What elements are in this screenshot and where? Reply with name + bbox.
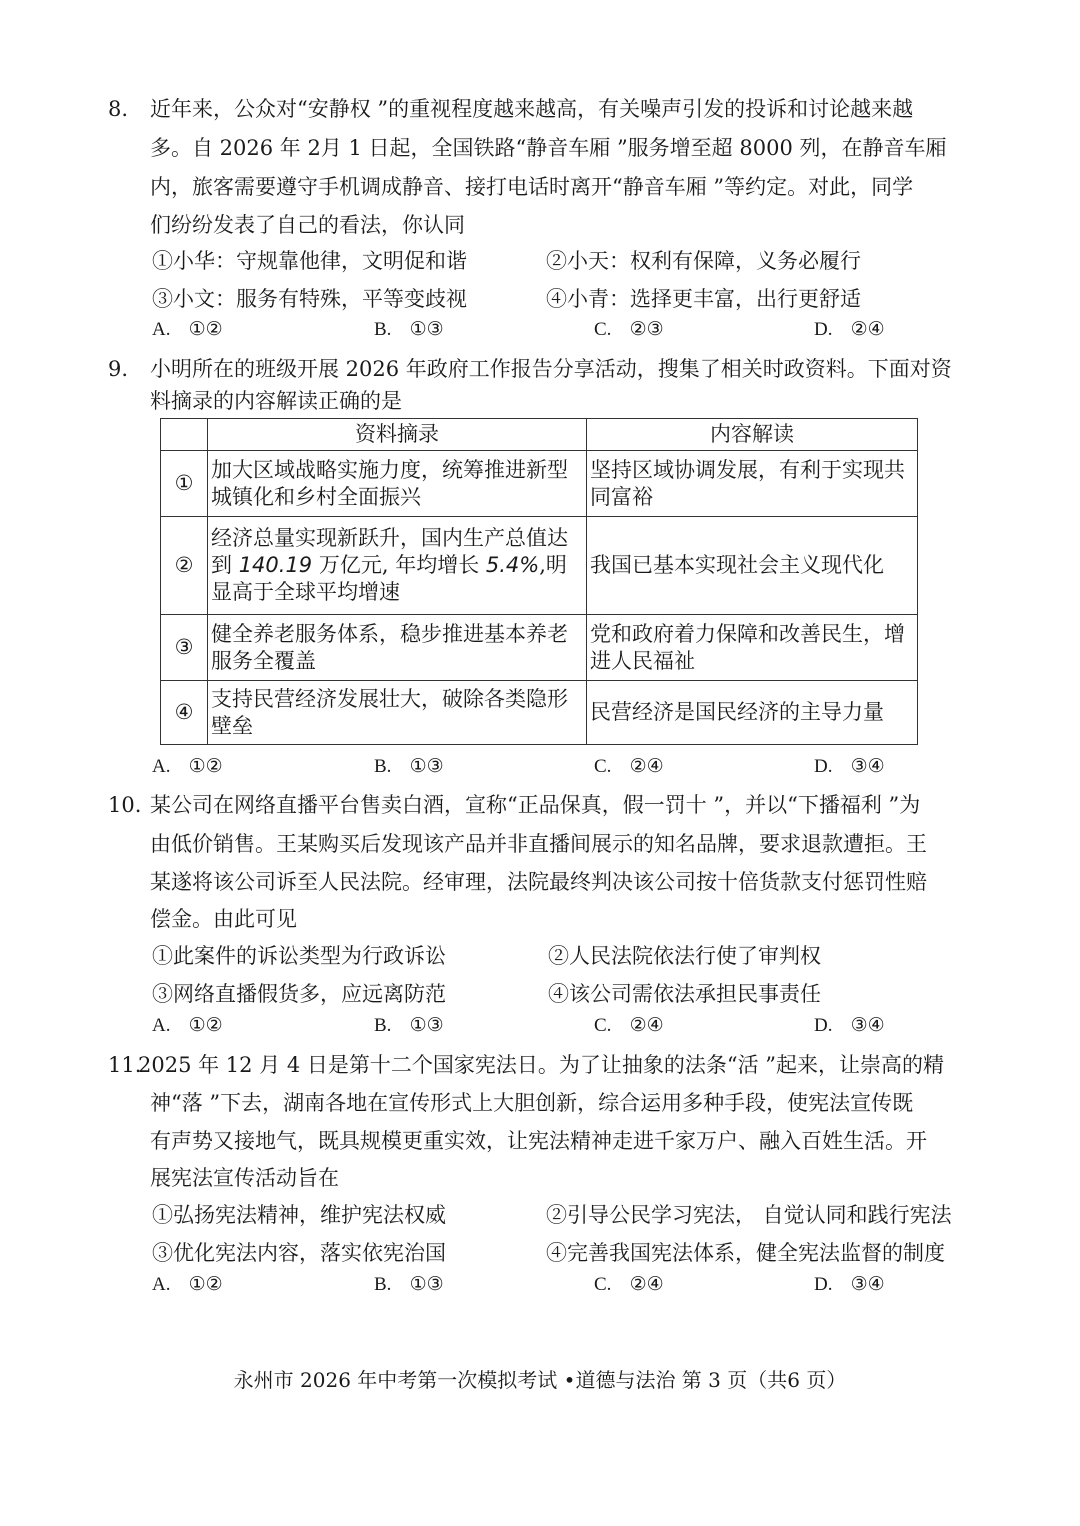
row-number: ① bbox=[161, 451, 208, 517]
answer-choice-b[interactable]: B. ①③ bbox=[374, 1014, 444, 1036]
table-header-cell: 资料摘录 bbox=[208, 419, 587, 451]
table-header-cell bbox=[161, 419, 208, 451]
statement-option: ②小天：权利有保障，义务必履行 bbox=[546, 249, 861, 273]
question-number: 11. bbox=[108, 1053, 142, 1077]
question-number: 10. bbox=[108, 793, 142, 817]
statement-option: ③优化宪法内容，落实依宪治国 bbox=[152, 1241, 446, 1265]
question-text-line: 小明所在的班级开展 2026 年政府工作报告分享活动，搜集了相关时政资料。下面对资 bbox=[150, 357, 952, 381]
statement-option: ②人民法院依法行使了审判权 bbox=[548, 944, 821, 968]
answer-choice-b[interactable]: B. ①③ bbox=[374, 755, 444, 777]
table-row bbox=[161, 517, 918, 615]
question-text-line: 神“落 ”下去，湖南各地在宣传形式上大胆创新，综合运用多种手段，使宪法宣传既 bbox=[150, 1091, 914, 1115]
answer-choice-c[interactable]: C. ②④ bbox=[594, 1014, 664, 1036]
answer-choice-c[interactable]: C. ②④ bbox=[594, 1273, 664, 1295]
answer-choice-c[interactable]: C. ②③ bbox=[594, 318, 664, 340]
statement-option: ①弘扬宪法精神，维护宪法权威 bbox=[152, 1203, 446, 1227]
statement-option: ④小青：选择更丰富，出行更舒适 bbox=[546, 287, 861, 311]
answer-choice-a[interactable]: A. ①② bbox=[152, 1273, 223, 1295]
question-text-line: 某遂将该公司诉至人民法院。经审理，法院最终判决该公司按十倍货款支付惩罚性赔 bbox=[150, 870, 927, 894]
reading-cell: 我国已基本实现社会主义现代化 bbox=[587, 517, 918, 615]
table-header-cell: 内容解读 bbox=[587, 419, 918, 451]
answer-choice-a[interactable]: A. ①② bbox=[152, 1014, 223, 1036]
question-number: 9. bbox=[108, 357, 129, 381]
reading-cell: 坚持区域协调发展，有利于实现共同富裕 bbox=[587, 451, 918, 517]
question-text-line: 2025 年 12 月 4 日是第十二个国家宪法日。为了让抽象的法条“活 ”起来，让崇高的精 bbox=[138, 1053, 945, 1077]
question-text-line: 有声势又接地气，既具规模更重实效，让宪法精神走进千家万户、融入百姓生活。开 bbox=[150, 1129, 927, 1153]
answer-choice-a[interactable]: A. ①② bbox=[152, 755, 223, 777]
question-text-line: 们纷纷发表了自己的看法，你认同 bbox=[150, 213, 465, 237]
reading-cell: 党和政府着力保障和改善民生，增进人民福祉 bbox=[587, 615, 918, 681]
question-text-line: 内，旅客需要遵守手机调成静音、接打电话时离开“静音车厢 ”等约定。对此，同学 bbox=[150, 175, 914, 199]
question-text-line: 近年来，公众对“安静权 ”的重视程度越来越高，有关噪声引发的投诉和讨论越来越 bbox=[150, 97, 914, 121]
question-text-line: 某公司在网络直播平台售卖白酒，宣称“正品保真，假一罚十 ”，并以“下播福利 ”为 bbox=[150, 793, 921, 817]
row-number: ② bbox=[161, 517, 208, 615]
page-footer: 永州市 2026 年中考第一次模拟考试 •道德与法治 第 3 页（共6 页） bbox=[233, 1368, 847, 1392]
answer-choice-d[interactable]: D. ③④ bbox=[814, 1273, 885, 1295]
row-number: ④ bbox=[161, 681, 208, 745]
statement-option: ④完善我国宪法体系，健全宪法监督的制度 bbox=[546, 1241, 945, 1265]
answer-choice-b[interactable]: B. ①③ bbox=[374, 1273, 444, 1295]
row-number: ③ bbox=[161, 615, 208, 681]
answer-choice-d[interactable]: D. ②④ bbox=[814, 318, 885, 340]
statement-option: ②引导公民学习宪法， 自觉认同和践行宪法 bbox=[546, 1203, 952, 1227]
answer-choice-b[interactable]: B. ①③ bbox=[374, 318, 444, 340]
excerpt-cell: 加大区域战略实施力度，统筹推进新型城镇化和乡村全面振兴 bbox=[208, 451, 587, 517]
question-text-line: 多。自 2026 年 2月 1 日起，全国铁路“静音车厢 ”服务增至超 8000 列，在静音车厢 bbox=[150, 136, 947, 160]
statement-option: ①小华：守规靠他律，文明促和谐 bbox=[152, 249, 467, 273]
question-text-line: 料摘录的内容解读正确的是 bbox=[150, 389, 402, 413]
statement-option: ③网络直播假货多，应远离防范 bbox=[152, 982, 446, 1006]
question-text-line: 偿金。由此可见 bbox=[150, 907, 297, 931]
reading-cell: 民营经济是国民经济的主导力量 bbox=[587, 681, 918, 745]
question-text-line: 由低价销售。王某购买后发现该产品并非直播间展示的知名品牌，要求退款遭拒。王 bbox=[150, 832, 927, 856]
material-table bbox=[160, 418, 918, 745]
table-row bbox=[161, 451, 918, 517]
table-header-row bbox=[161, 419, 918, 451]
answer-choice-d[interactable]: D. ③④ bbox=[814, 755, 885, 777]
excerpt-cell: 健全养老服务体系，稳步推进基本养老服务全覆盖 bbox=[208, 615, 587, 681]
table-row bbox=[161, 681, 918, 745]
answer-choice-c[interactable]: C. ②④ bbox=[594, 755, 664, 777]
excerpt-cell: 经济总量实现新跃升，国内生产总值达到 140.19 万亿元, 年均增长 5.4%,明显高于全球平均增速 bbox=[208, 517, 587, 615]
statement-option: ①此案件的诉讼类型为行政诉讼 bbox=[152, 944, 446, 968]
table-row bbox=[161, 615, 918, 681]
excerpt-cell: 支持民营经济发展壮大，破除各类隐形壁垒 bbox=[208, 681, 587, 745]
question-text-line: 展宪法宣传活动旨在 bbox=[150, 1166, 339, 1190]
answer-choice-a[interactable]: A. ①② bbox=[152, 318, 223, 340]
statement-option: ④该公司需依法承担民事责任 bbox=[548, 982, 821, 1006]
statement-option: ③小文：服务有特殊，平等变歧视 bbox=[152, 287, 467, 311]
answer-choice-d[interactable]: D. ③④ bbox=[814, 1014, 885, 1036]
question-number: 8. bbox=[108, 97, 129, 121]
